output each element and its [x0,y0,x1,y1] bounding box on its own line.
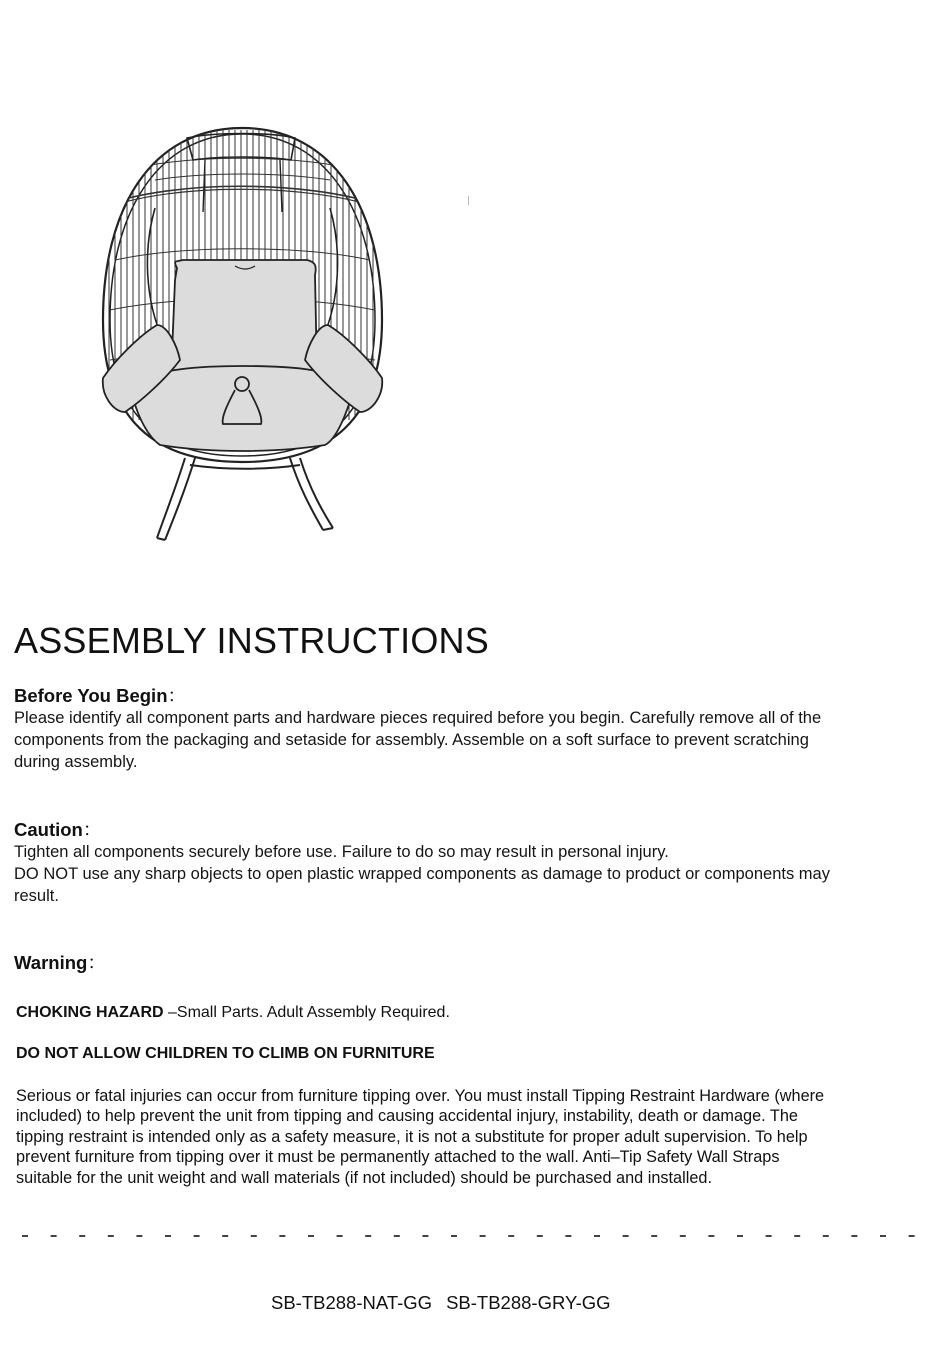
tipping-warning-text: Serious or fatal injuries can occur from furniture tipping over. You must install Tipping Restraint Hardware (where included) to help prevent the unit from tipping and causing accidental injury, instability, death or damage. The tipping restraint is intended only as a safety measure, it is not a substitute for proper adult supervision. To help prevent furniture from tipping over it must be permanently attached to the wall. Anti–Tip Safety Wall Straps suitable for the unit weight and wall materials (if not included) should be purchased and installed. [16,1087,825,1187]
model-number: SB-TB288-GRY-GG [446,1292,611,1313]
before-you-begin-text: Please identify all component parts and hardware pieces required before you begin. Carefully remove all of the components from the packaging and setaside for assembly. Assemble on a soft surface to prevent scratching during assembly. [14,709,822,771]
warning-heading: Warning： [14,952,106,973]
stray-mark [468,196,469,205]
model-numbers [271,1292,625,1314]
choking-hazard-notice: CHOKING HAZARD –Small Parts. Adult Assembly Required. [16,1004,450,1021]
caution-text: Tighten all components securely before use. Failure to do so may result in personal injury. DO NOT use any sharp objects to open plastic wrapped components as damage to product or components may result. [14,843,830,905]
before-you-begin-heading: Before You Begin： [14,685,187,706]
page-title: ASSEMBLY INSTRUCTIONS [14,620,489,661]
chair-legs [157,458,333,540]
dashed-divider [22,1226,922,1246]
caution-heading: Caution： [14,819,102,840]
egg-chair-illustration [95,120,390,545]
model-number: SB-TB288-NAT-GG [271,1292,433,1313]
back-cushion [171,260,317,381]
climb-notice: DO NOT ALLOW CHILDREN TO CLIMB ON FURNITURE [16,1045,435,1062]
